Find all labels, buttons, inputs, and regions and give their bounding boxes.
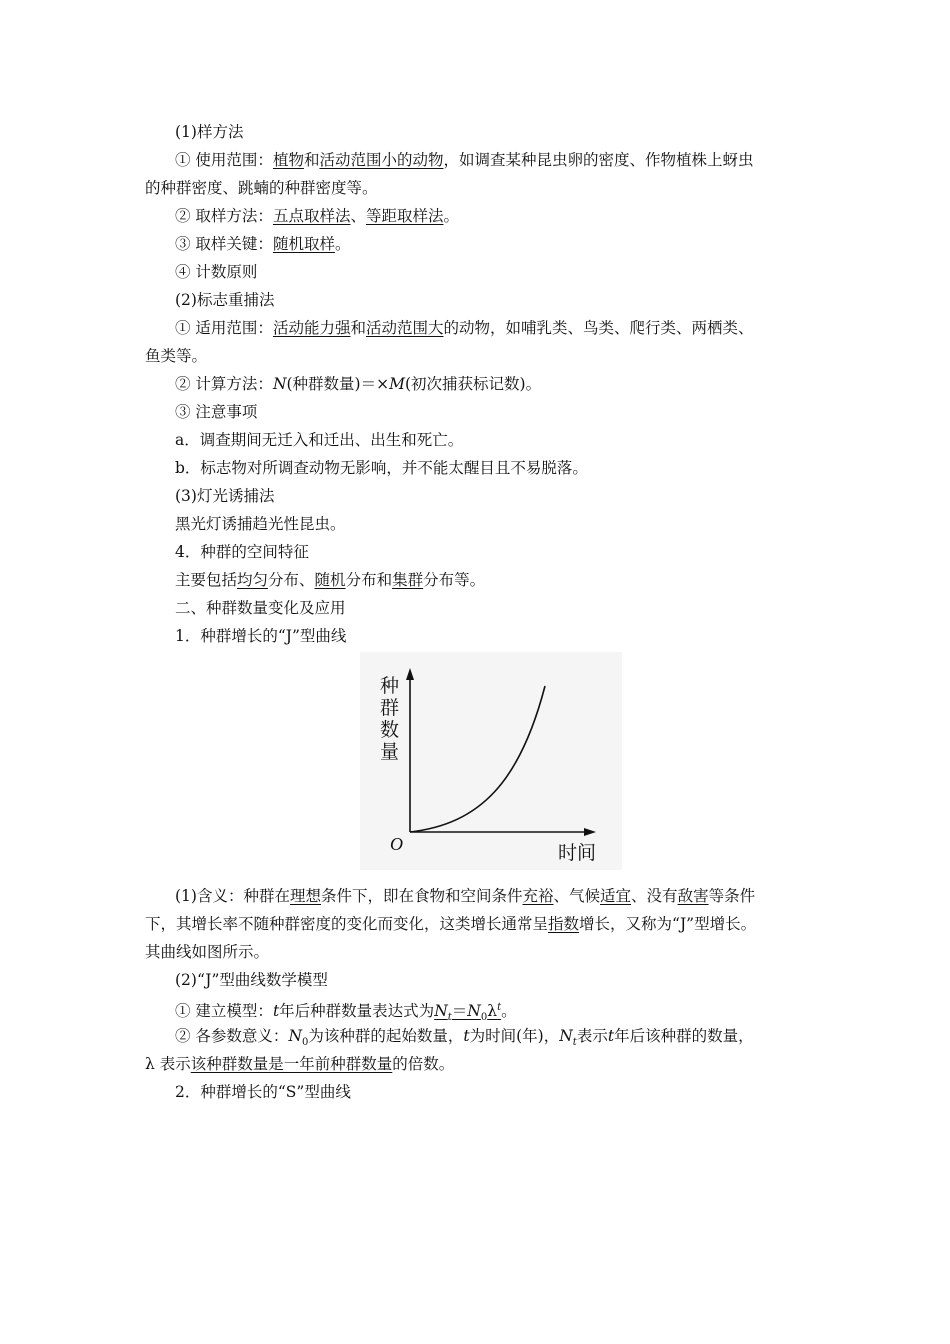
paragraph-parameters: ② 各参数意义：$N_0$为该种群的起始数量，t为时间(年)，$N_t$表示t年后该种群的数量， (175, 1027, 754, 1049)
paragraph-note-b: b．标志物对所调查动物无影响，并不能太醒目且不易脱落。 (175, 459, 588, 477)
y-axis-label-2: 群 (380, 698, 400, 719)
x-axis-label: 时间 (558, 843, 597, 864)
paragraph-note-a: a．调查期间无迁入和迁出、出生和死亡。 (175, 431, 464, 449)
paragraph-spatial-features: 主要包括均匀分布、随机分布和集群分布等。 (175, 571, 486, 589)
paragraph-sampling-method: ② 取样方法：五点取样法、等距取样法。 (175, 207, 459, 225)
paragraph-line: 其曲线如图所示。 (145, 943, 270, 961)
paragraph-notes-heading: ③ 注意事项 (175, 403, 258, 421)
paragraph-j-meaning: (1)含义：种群在理想条件下，即在食物和空间条件充裕、气候适宜、没有敌害等条件 (175, 887, 756, 905)
heading-s-curve: 2．种群增长的“S”型曲线 (175, 1083, 351, 1101)
j-curve-line (410, 686, 545, 832)
y-axis-label-1: 种 (380, 676, 400, 697)
origin-label: O (390, 834, 403, 854)
paragraph-quadrat-scope: ① 使用范围：植物和活动范围小的动物，如调查某种昆虫卵的密度、作物植株上蚜虫 (175, 151, 754, 169)
paragraph-mark-recapture-scope: ① 适用范围：活动能力强和活动范围大的动物，如哺乳类、鸟类、爬行类、两栖类、 (175, 319, 754, 337)
paragraph-line: 的种群密度、跳蝻的种群密度等。 (145, 179, 378, 197)
paragraph-build-model: ① 建立模型：t年后种群数量表达式为$N_t=N_0\lambda^t$。 (175, 1002, 517, 1024)
heading-section-two: 二、种群数量变化及应用 (175, 599, 346, 617)
heading-mark-recapture: (2)标志重捕法 (175, 291, 275, 309)
heading-j-curve: 1．种群增长的“J”型曲线 (175, 627, 347, 645)
paragraph-line: λ 表示该种群数量是一年前种群数量的倍数。 (145, 1055, 455, 1073)
heading-j-model: (2)“J”型曲线数学模型 (175, 971, 328, 989)
heading-light-trap: (3)灯光诱捕法 (175, 487, 275, 505)
j-curve-chart (360, 652, 622, 870)
y-axis-arrow (406, 668, 414, 680)
paragraph-line: 鱼类等。 (145, 347, 208, 365)
heading-spatial-features: 4．种群的空间特征 (175, 543, 309, 561)
paragraph-line: 下，其增长率不随种群密度的变化而变化，这类增长通常呈指数增长，又称为“J”型增长。 (145, 915, 757, 933)
paragraph-sampling-key: ③ 取样关键：随机取样。 (175, 235, 351, 253)
y-axis-label-4: 量 (380, 742, 400, 763)
j-curve-svg (360, 652, 622, 870)
paragraph-calculation: ② 计算方法：N(种群数量)＝×M(初次捕获标记数)。 (175, 375, 542, 393)
paragraph-counting-principle: ④ 计数原则 (175, 263, 258, 281)
heading-quadrat-method: (1)样方法 (175, 123, 244, 141)
y-axis-label-3: 数 (380, 720, 400, 741)
paragraph-light-trap: 黑光灯诱捕趋光性昆虫。 (175, 515, 346, 533)
x-axis-arrow (584, 828, 596, 836)
